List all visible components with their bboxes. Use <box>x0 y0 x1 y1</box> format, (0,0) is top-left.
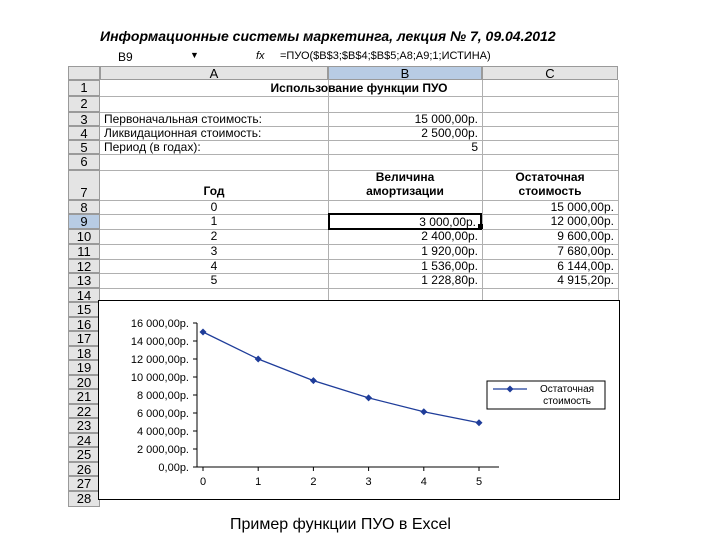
depreciation-cell[interactable]: 1 920,00р. <box>421 244 478 258</box>
select-all-corner[interactable] <box>68 66 100 80</box>
header-year[interactable]: Год <box>203 184 225 198</box>
row-header[interactable]: 8 <box>68 200 100 214</box>
chart-area[interactable] <box>98 300 620 500</box>
row-header[interactable]: 14 <box>68 288 100 302</box>
residual-cell[interactable]: 7 680,00р. <box>557 244 614 258</box>
depreciation-cell[interactable]: 2 400,00р. <box>421 229 478 243</box>
data-point <box>365 394 372 401</box>
row-header[interactable]: 25 <box>68 447 100 462</box>
row-header[interactable]: 19 <box>68 360 100 375</box>
year-cell[interactable]: 3 <box>210 244 218 258</box>
x-tick-label: 3 <box>365 476 372 488</box>
row-header[interactable]: 22 <box>68 404 100 418</box>
y-tick-label: 0,00р. <box>158 462 189 474</box>
row-header[interactable]: 2 <box>68 96 100 112</box>
param-label[interactable]: Ликвидационная стоимость: <box>104 126 262 140</box>
legend-label: Остаточная <box>539 384 595 395</box>
x-tick-label: 1 <box>255 476 262 488</box>
data-point <box>255 356 262 363</box>
x-tick-label: 5 <box>475 476 483 488</box>
residual-cell[interactable]: 15 000,00р. <box>550 200 614 214</box>
row-header[interactable]: 20 <box>68 375 100 389</box>
param-value[interactable]: 2 500,00р. <box>421 126 478 140</box>
row-header[interactable]: 4 <box>68 126 100 140</box>
param-value[interactable]: 15 000,00р. <box>414 112 478 126</box>
depreciation-cell[interactable] <box>328 200 482 214</box>
year-cell[interactable]: 2 <box>210 229 218 243</box>
header-residual[interactable]: Остаточная стоимость <box>515 170 585 198</box>
row-header[interactable]: 17 <box>68 331 100 346</box>
slide-caption: Пример функции ПУО в Excel <box>230 516 451 533</box>
line-chart <box>99 301 619 499</box>
row-header[interactable]: 23 <box>68 418 100 433</box>
column-header-a[interactable]: A <box>100 66 328 80</box>
residual-cell[interactable]: 4 915,20р. <box>557 273 614 287</box>
y-tick-label: 4 000,00р. <box>137 426 189 438</box>
y-tick-label: 10 000,00р. <box>130 372 189 384</box>
x-tick-label: 0 <box>199 476 207 488</box>
y-tick-label: 16 000,00р. <box>130 318 189 330</box>
row-header[interactable]: 21 <box>68 389 100 404</box>
column-header-b[interactable]: B <box>328 66 482 80</box>
param-value[interactable]: 5 <box>471 140 478 154</box>
year-cell[interactable]: 4 <box>210 259 218 273</box>
param-label[interactable]: Первоначальная стоимость: <box>104 112 262 126</box>
residual-cell[interactable]: 6 144,00р. <box>557 259 614 273</box>
row-header[interactable]: 5 <box>68 140 100 154</box>
row-header[interactable]: 3 <box>68 112 100 126</box>
y-tick-label: 12 000,00р. <box>130 354 189 366</box>
depreciation-cell[interactable]: 1 536,00р. <box>421 259 478 273</box>
row-header[interactable]: 28 <box>68 491 100 507</box>
row-header[interactable]: 7 <box>68 170 100 200</box>
residual-cell[interactable]: 9 600,00р. <box>557 229 614 243</box>
param-label[interactable]: Период (в годах): <box>104 140 201 154</box>
x-tick-label: 2 <box>310 476 317 488</box>
row-header[interactable]: 15 <box>68 302 100 317</box>
depreciation-cell[interactable]: 1 228,80р. <box>421 273 478 287</box>
row-header[interactable]: 11 <box>68 244 100 259</box>
name-box-dropdown-icon[interactable]: ▼ <box>190 50 199 60</box>
row-header[interactable]: 27 <box>68 476 100 491</box>
name-box[interactable]: B9 <box>118 50 133 64</box>
year-cell[interactable]: 5 <box>210 273 218 287</box>
x-tick-label: 4 <box>420 476 427 488</box>
row-header[interactable]: 24 <box>68 433 100 447</box>
y-tick-label: 8 000,00р. <box>137 390 189 402</box>
fx-icon[interactable]: fx <box>256 50 265 62</box>
sheet-title[interactable]: Использование функции ПУО <box>270 81 448 95</box>
depreciation-cell-selected[interactable]: 3 000,00р. <box>328 213 482 230</box>
data-point <box>476 419 483 426</box>
formula-input[interactable]: =ПУО($B$3;$B$4;$B$5;A8;A9;1;ИСТИНА) <box>280 50 491 62</box>
data-point <box>200 329 207 336</box>
year-cell[interactable]: 0 <box>210 200 218 214</box>
y-tick-label: 2 000,00р. <box>137 444 189 456</box>
row-header[interactable]: 26 <box>68 462 100 476</box>
formula-bar <box>100 50 620 66</box>
row-header[interactable]: 16 <box>68 317 100 331</box>
residual-cell[interactable]: 12 000,00р. <box>550 214 614 228</box>
row-header[interactable]: 1 <box>68 80 100 96</box>
row-header[interactable]: 13 <box>68 273 100 288</box>
data-point <box>310 377 317 384</box>
data-point <box>420 408 427 415</box>
column-header-c[interactable]: C <box>482 66 618 80</box>
row-header[interactable]: 6 <box>68 154 100 170</box>
row-header[interactable]: 18 <box>68 346 100 360</box>
row-header[interactable]: 12 <box>68 259 100 273</box>
row-header-selected[interactable]: 9 <box>68 214 100 229</box>
year-cell[interactable]: 1 <box>210 214 218 228</box>
row-header[interactable]: 10 <box>68 229 100 244</box>
header-depreciation[interactable]: Величина амортизации <box>366 170 444 198</box>
y-tick-label: 14 000,00р. <box>130 336 189 348</box>
slide-title: Информационные системы маркетинга, лекция № 7, 09.04.2012 <box>100 28 556 44</box>
series-line-residual <box>203 332 479 423</box>
legend-label: стоимость <box>543 396 591 407</box>
y-tick-label: 6 000,00р. <box>137 408 189 420</box>
